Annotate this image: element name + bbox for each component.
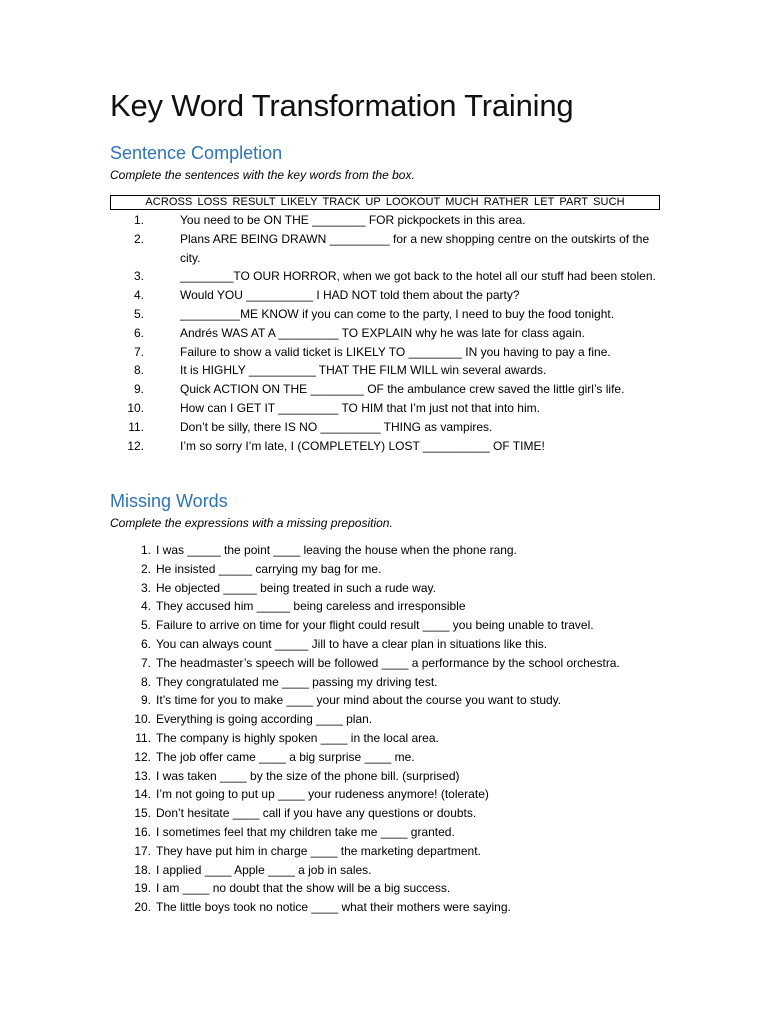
item-text: You need to be ON THE ________ FOR pickpockets in this area. bbox=[180, 213, 526, 227]
item-number: 5. bbox=[140, 618, 151, 633]
item-number: 7. bbox=[133, 344, 144, 359]
list-item bbox=[110, 767, 670, 786]
item-text: He objected _____ being treated in such a rude way. bbox=[156, 580, 436, 595]
list-item bbox=[110, 729, 670, 748]
item-number: 12. bbox=[127, 438, 144, 453]
item-number: 11. bbox=[135, 730, 151, 745]
item-number: 15. bbox=[134, 806, 151, 821]
item-number: 3. bbox=[133, 269, 144, 284]
item-number: 10. bbox=[127, 400, 144, 415]
item-text: Would YOU __________ I HAD NOT told them about the party? bbox=[180, 288, 520, 303]
item-text: I was _____ the point ____ leaving the house when the phone rang. bbox=[156, 543, 517, 557]
list-item bbox=[110, 560, 670, 579]
list-item bbox=[110, 635, 670, 654]
item-text: I’m so sorry I’m late, I (COMPLETELY) LOST __________ OF TIME! bbox=[180, 438, 545, 453]
list-item bbox=[110, 616, 670, 635]
list-item bbox=[110, 230, 670, 268]
list-item bbox=[110, 418, 670, 437]
item-text: They accused him _____ being careless and irresponsible bbox=[156, 599, 466, 614]
item-text: ________TO OUR HORROR, when we got back to the hotel all our stuff had been stolen. bbox=[180, 269, 656, 284]
section-heading-missing-words: Missing Words bbox=[110, 491, 228, 511]
list-item bbox=[110, 541, 670, 560]
item-number: 3. bbox=[140, 580, 151, 595]
item-text: I’m not going to put up ____ your rudeness anymore! (tolerate) bbox=[156, 787, 489, 802]
sentence-completion-list bbox=[110, 211, 670, 455]
keyword-box: ACROSS LOSS RESULT LIKELY TRACK UP LOOKOUT MUCH RATHER LET PART SUCH bbox=[110, 195, 660, 210]
item-text: I am ____ no doubt that the show will be a big success. bbox=[156, 881, 451, 896]
item-text: They congratulated me ____ passing my driving test. bbox=[156, 674, 438, 689]
section-instruction-missing-words: Complete the expressions with a missing preposition. bbox=[110, 516, 393, 530]
item-text: Failure to arrive on time for your flight could result ____ you being unable to travel. bbox=[156, 618, 594, 633]
item-number: 9. bbox=[140, 693, 151, 708]
list-item bbox=[110, 597, 670, 616]
item-text: Andrés WAS AT A _________ TO EXPLAIN why he was late for class again. bbox=[180, 325, 585, 340]
item-number: 1. bbox=[133, 213, 144, 227]
item-text: Everything is going according ____ plan. bbox=[156, 712, 373, 727]
item-number: 12. bbox=[134, 749, 151, 764]
item-number: 2. bbox=[133, 231, 144, 246]
item-number: 8. bbox=[140, 674, 151, 689]
item-text: I applied ____ Apple ____ a job in sales. bbox=[156, 862, 372, 877]
item-number: 9. bbox=[133, 382, 144, 397]
item-number: 10. bbox=[134, 712, 151, 727]
section-heading-sentence-completion: Sentence Completion bbox=[110, 143, 283, 163]
list-item bbox=[110, 654, 670, 673]
item-number: 13. bbox=[134, 768, 151, 783]
item-text: Plans ARE BEING DRAWN _________ for a new shopping centre on the outskirts of the city. bbox=[180, 231, 650, 265]
list-item bbox=[110, 823, 670, 842]
item-text: He insisted _____ carrying my bag for me. bbox=[156, 561, 382, 576]
list-item bbox=[110, 710, 670, 729]
item-text: The job offer came ____ a big surprise ____ me. bbox=[156, 749, 415, 764]
list-item bbox=[110, 361, 670, 380]
item-number: 4. bbox=[133, 288, 144, 303]
item-number: 1. bbox=[140, 543, 151, 557]
missing-words-list bbox=[110, 541, 670, 917]
list-item bbox=[110, 804, 670, 823]
item-text: They have put him in charge ____ the marketing department. bbox=[156, 843, 481, 858]
item-text: _________ME KNOW if you can come to the party, I need to buy the food tonight. bbox=[180, 306, 615, 321]
list-item bbox=[110, 267, 670, 286]
list-item bbox=[110, 673, 670, 692]
item-number: 16. bbox=[134, 824, 151, 839]
list-item bbox=[110, 286, 670, 305]
list-item bbox=[110, 380, 670, 399]
list-item bbox=[110, 691, 670, 710]
list-item bbox=[110, 211, 670, 230]
item-text: Failure to show a valid ticket is LIKELY TO ________ IN you having to pay a fine. bbox=[180, 344, 611, 359]
item-text: It’s time for you to make ____ your mind about the course you want to study. bbox=[156, 693, 562, 708]
list-item bbox=[110, 579, 670, 598]
item-number: 7. bbox=[140, 655, 151, 670]
list-item bbox=[110, 842, 670, 861]
list-item bbox=[110, 879, 670, 898]
item-text: It is HIGHLY __________ THAT THE FILM WILL win several awards. bbox=[180, 363, 547, 378]
list-item bbox=[110, 898, 670, 917]
list-item bbox=[110, 861, 670, 880]
list-item bbox=[110, 324, 670, 343]
item-number: 20. bbox=[134, 900, 151, 915]
item-number: 11. bbox=[128, 419, 144, 434]
item-text: The little boys took no notice ____ what their mothers were saying. bbox=[156, 900, 511, 915]
item-number: 4. bbox=[140, 599, 151, 614]
item-number: 5. bbox=[133, 306, 144, 321]
section-instruction-sentence-completion: Complete the sentences with the key words from the box. bbox=[110, 168, 415, 182]
list-item bbox=[110, 437, 670, 456]
item-text: Don’t be silly, there IS NO _________ THING as vampires. bbox=[180, 419, 493, 434]
item-text: The company is highly spoken ____ in the local area. bbox=[156, 730, 439, 745]
item-number: 6. bbox=[140, 636, 151, 651]
item-text: The headmaster’s speech will be followed ____ a performance by the school orchestra. bbox=[156, 655, 620, 670]
list-item bbox=[110, 748, 670, 767]
item-number: 18. bbox=[134, 862, 151, 877]
item-number: 17. bbox=[134, 843, 151, 858]
item-number: 2. bbox=[140, 561, 151, 576]
list-item bbox=[110, 399, 670, 418]
list-item bbox=[110, 305, 670, 324]
list-item bbox=[110, 343, 670, 362]
item-number: 8. bbox=[133, 363, 144, 378]
item-text: Quick ACTION ON THE ________ OF the ambulance crew saved the little girl’s life. bbox=[180, 382, 625, 397]
item-text: I was taken ____ by the size of the phone bill. (surprised) bbox=[156, 768, 460, 783]
item-number: 19. bbox=[134, 881, 151, 896]
item-text: How can I GET IT _________ TO HIM that I’m just not that into him. bbox=[180, 400, 540, 415]
list-item bbox=[110, 785, 670, 804]
item-number: 6. bbox=[133, 325, 144, 340]
item-text: Don’t hesitate ____ call if you have any questions or doubts. bbox=[156, 806, 477, 821]
item-text: You can always count _____ Jill to have a clear plan in situations like this. bbox=[156, 636, 548, 651]
item-text: I sometimes feel that my children take me ____ granted. bbox=[156, 824, 455, 839]
page-title: Key Word Transformation Training bbox=[110, 88, 574, 123]
item-number: 14. bbox=[134, 787, 151, 802]
